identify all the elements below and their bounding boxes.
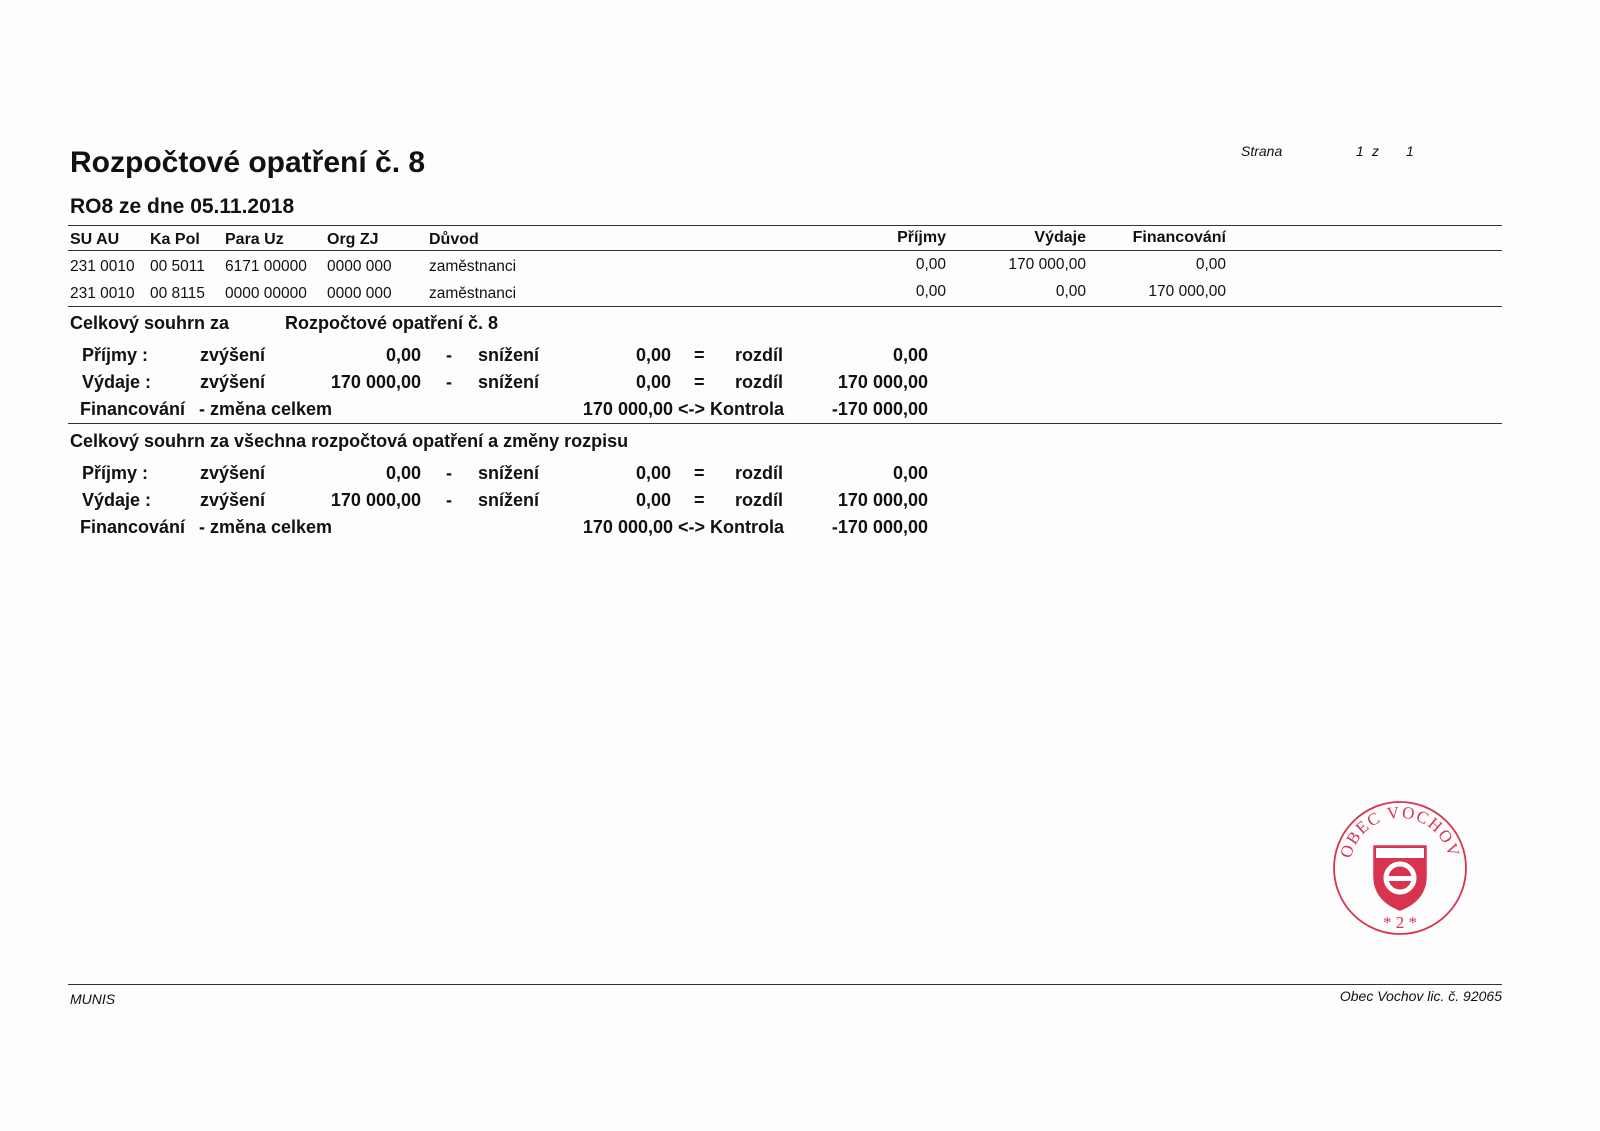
zmena-label: - změna celkem xyxy=(199,517,333,537)
snizeni-label: snížení xyxy=(478,490,540,510)
cell-duvod: zaměstnanci xyxy=(429,258,517,275)
kontrola-value: -170 000,00 xyxy=(831,517,928,537)
zvyseni-value: 170 000,00 xyxy=(330,372,421,392)
zvyseni-value: 0,00 xyxy=(385,345,421,365)
page-title: Rozpočtové opatření č. 8 xyxy=(70,146,426,179)
rozdil-label: rozdíl xyxy=(735,345,783,365)
table-header-rule xyxy=(68,250,1502,251)
kontrola-label: <-> Kontrola xyxy=(678,517,785,537)
rozdil-value: 170 000,00 xyxy=(837,372,928,392)
document-subtitle: RO8 ze dne 05.11.2018 xyxy=(70,195,295,218)
rozdil-label: rozdíl xyxy=(735,372,783,392)
cell-vydaje: 0,00 xyxy=(1055,283,1086,300)
page-current: 1 xyxy=(1356,143,1364,159)
vydaje-label: Výdaje : xyxy=(82,372,152,392)
zvyseni-label: zvýšení xyxy=(200,463,266,483)
snizeni-label: snížení xyxy=(478,345,540,365)
cell-ka-pol: 00 5011 xyxy=(150,258,205,275)
kontrola-value: -170 000,00 xyxy=(831,399,928,419)
rozdil-value: 170 000,00 xyxy=(837,490,928,510)
section-divider xyxy=(68,423,1502,424)
rozdil-value: 0,00 xyxy=(892,463,928,483)
financovani-value: 170 000,00 xyxy=(582,399,673,419)
footer-right: Obec Vochov lic. č. 92065 xyxy=(1339,988,1502,1004)
prijmy-label: Příjmy : xyxy=(82,463,149,483)
financovani-label: Financování xyxy=(80,517,186,537)
cell-duvod: zaměstnanci xyxy=(429,285,517,302)
summary-target: Rozpočtové opatření č. 8 xyxy=(285,313,499,333)
cell-prijmy: 0,00 xyxy=(915,256,946,273)
col-su-au: SU AU xyxy=(70,231,120,248)
col-org-zj: Org ZJ xyxy=(327,231,379,248)
page-of: z xyxy=(1372,143,1379,159)
cell-vydaje: 170 000,00 xyxy=(1008,256,1086,273)
minus-sign: - xyxy=(446,490,452,510)
minus-sign: - xyxy=(446,372,452,392)
snizeni-label: snížení xyxy=(478,463,540,483)
snizeni-value: 0,00 xyxy=(635,345,671,365)
summary-label: Celkový souhrn za xyxy=(70,313,230,333)
zvyseni-value: 170 000,00 xyxy=(330,490,421,510)
table-top-rule xyxy=(68,225,1502,226)
zvyseni-value: 0,00 xyxy=(385,463,421,483)
equals-sign: = xyxy=(694,372,705,392)
snizeni-value: 0,00 xyxy=(635,490,671,510)
municipal-stamp xyxy=(1330,798,1470,938)
vydaje-label: Výdaje : xyxy=(82,490,152,510)
zmena-label: - změna celkem xyxy=(199,399,333,419)
snizeni-value: 0,00 xyxy=(635,463,671,483)
col-ka-pol: Ka Pol xyxy=(150,231,200,248)
footer-rule xyxy=(68,984,1502,985)
financovani-value: 170 000,00 xyxy=(582,517,673,537)
equals-sign: = xyxy=(694,463,705,483)
cell-org-zj: 0000 000 xyxy=(327,285,392,302)
zvyseni-label: zvýšení xyxy=(200,345,266,365)
col-prijmy: Příjmy xyxy=(897,229,946,246)
cell-financovani: 0,00 xyxy=(1195,256,1226,273)
footer-left: MUNIS xyxy=(70,991,116,1007)
snizeni-value: 0,00 xyxy=(635,372,671,392)
cell-para-uz: 0000 00000 xyxy=(225,285,307,302)
col-financovani: Financování xyxy=(1132,229,1226,246)
minus-sign: - xyxy=(446,345,452,365)
rozdil-label: rozdíl xyxy=(735,463,783,483)
kontrola-label: <-> Kontrola xyxy=(678,399,785,419)
stamp-text: OBEC VOCHOV xyxy=(1336,802,1464,861)
rozdil-label: rozdíl xyxy=(735,490,783,510)
col-vydaje: Výdaje xyxy=(1034,229,1086,246)
zvyseni-label: zvýšení xyxy=(200,372,266,392)
cell-financovani: 170 000,00 xyxy=(1148,283,1226,300)
cell-su-au: 231 0010 xyxy=(70,258,135,275)
summary-label: Celkový souhrn za všechna rozpočtová opatření a změny rozpisu xyxy=(70,431,629,451)
col-duvod: Důvod xyxy=(429,231,479,248)
prijmy-label: Příjmy : xyxy=(82,345,149,365)
cell-para-uz: 6171 00000 xyxy=(225,258,307,275)
cell-org-zj: 0000 000 xyxy=(327,258,392,275)
cell-su-au: 231 0010 xyxy=(70,285,135,302)
page-total: 1 xyxy=(1406,143,1414,159)
col-para-uz: Para Uz xyxy=(225,231,284,248)
cell-ka-pol: 00 8115 xyxy=(150,285,205,302)
financovani-label: Financování xyxy=(80,399,186,419)
cell-prijmy: 0,00 xyxy=(915,283,946,300)
page-label: Strana xyxy=(1241,143,1283,159)
table-bottom-rule xyxy=(68,306,1502,307)
stamp-number: * 2 * xyxy=(1383,913,1417,932)
rozdil-value: 0,00 xyxy=(892,345,928,365)
snizeni-label: snížení xyxy=(478,372,540,392)
minus-sign: - xyxy=(446,463,452,483)
equals-sign: = xyxy=(694,345,705,365)
zvyseni-label: zvýšení xyxy=(200,490,266,510)
equals-sign: = xyxy=(694,490,705,510)
coat-of-arms-icon xyxy=(1374,846,1426,910)
